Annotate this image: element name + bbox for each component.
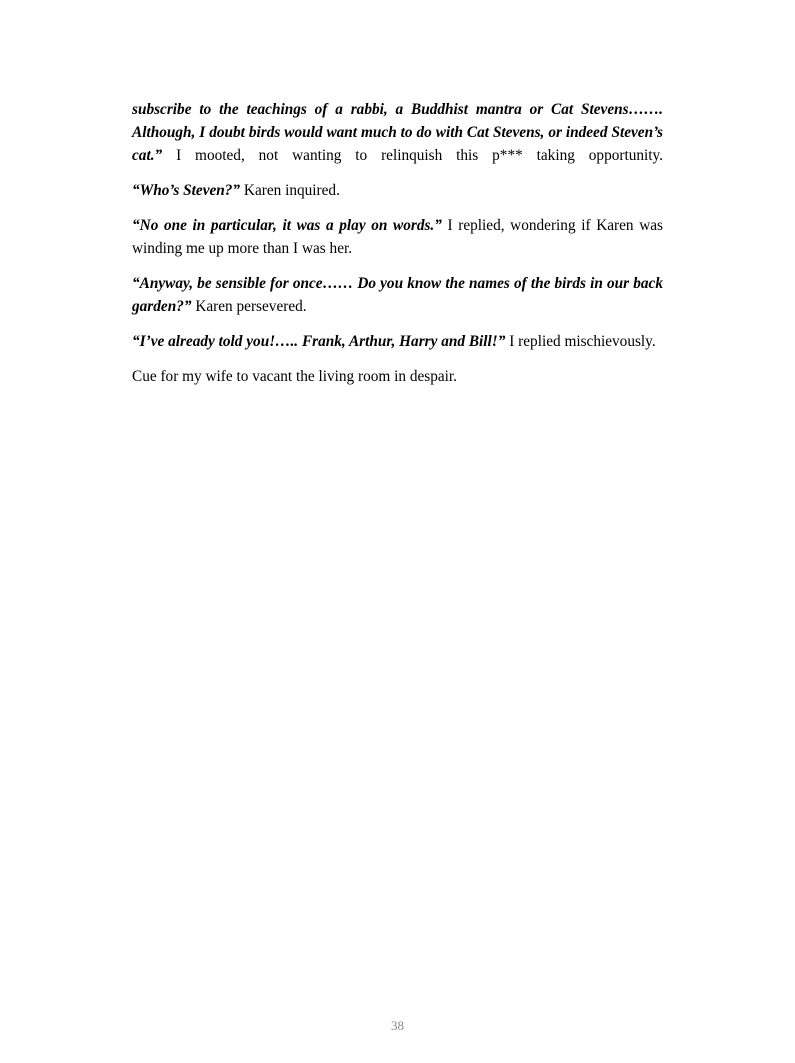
narration-text: Karen inquired. [240, 182, 340, 199]
body-text [132, 98, 663, 400]
narration-text: I replied, wondering if Karen was winding me up more than I was her. [132, 217, 663, 257]
dialogue-text: “I’ve already told you!….. Frank, Arthur, Harry and Bill!” [132, 333, 506, 350]
dialogue-text: “Who’s Steven?” [132, 182, 241, 199]
dialogue-text: “No one in particular, it was a play on words.” [132, 217, 442, 234]
paragraph-play-on-words [132, 214, 663, 260]
dialogue-text: subscribe to the teachings of a rabbi, a Buddhist mantra or Cat Stevens……. Although, I doubt birds would want much to do with Cat Stevens, or indeed Steven’s cat.” [132, 101, 663, 164]
narration-text: I mooted, not wanting to relinquish this p*** taking opportunity. [162, 147, 663, 164]
paragraph-whos-steven [132, 179, 663, 202]
paragraph-cue-for-wife [132, 365, 663, 388]
narration-text: Cue for my wife to vacant the living room in despair. [132, 368, 457, 385]
paragraph-already-told-you [132, 330, 663, 353]
dialogue-text: “Anyway, be sensible for once…… Do you know the names of the birds in our back garden?” [132, 275, 663, 315]
narration-text: I replied mischievously. [505, 333, 656, 350]
page-number: 38 [391, 1018, 404, 1033]
narration-text: Karen persevered. [191, 298, 307, 315]
paragraph-names-of-birds [132, 272, 663, 318]
paragraph-cat-stevens [132, 98, 663, 167]
